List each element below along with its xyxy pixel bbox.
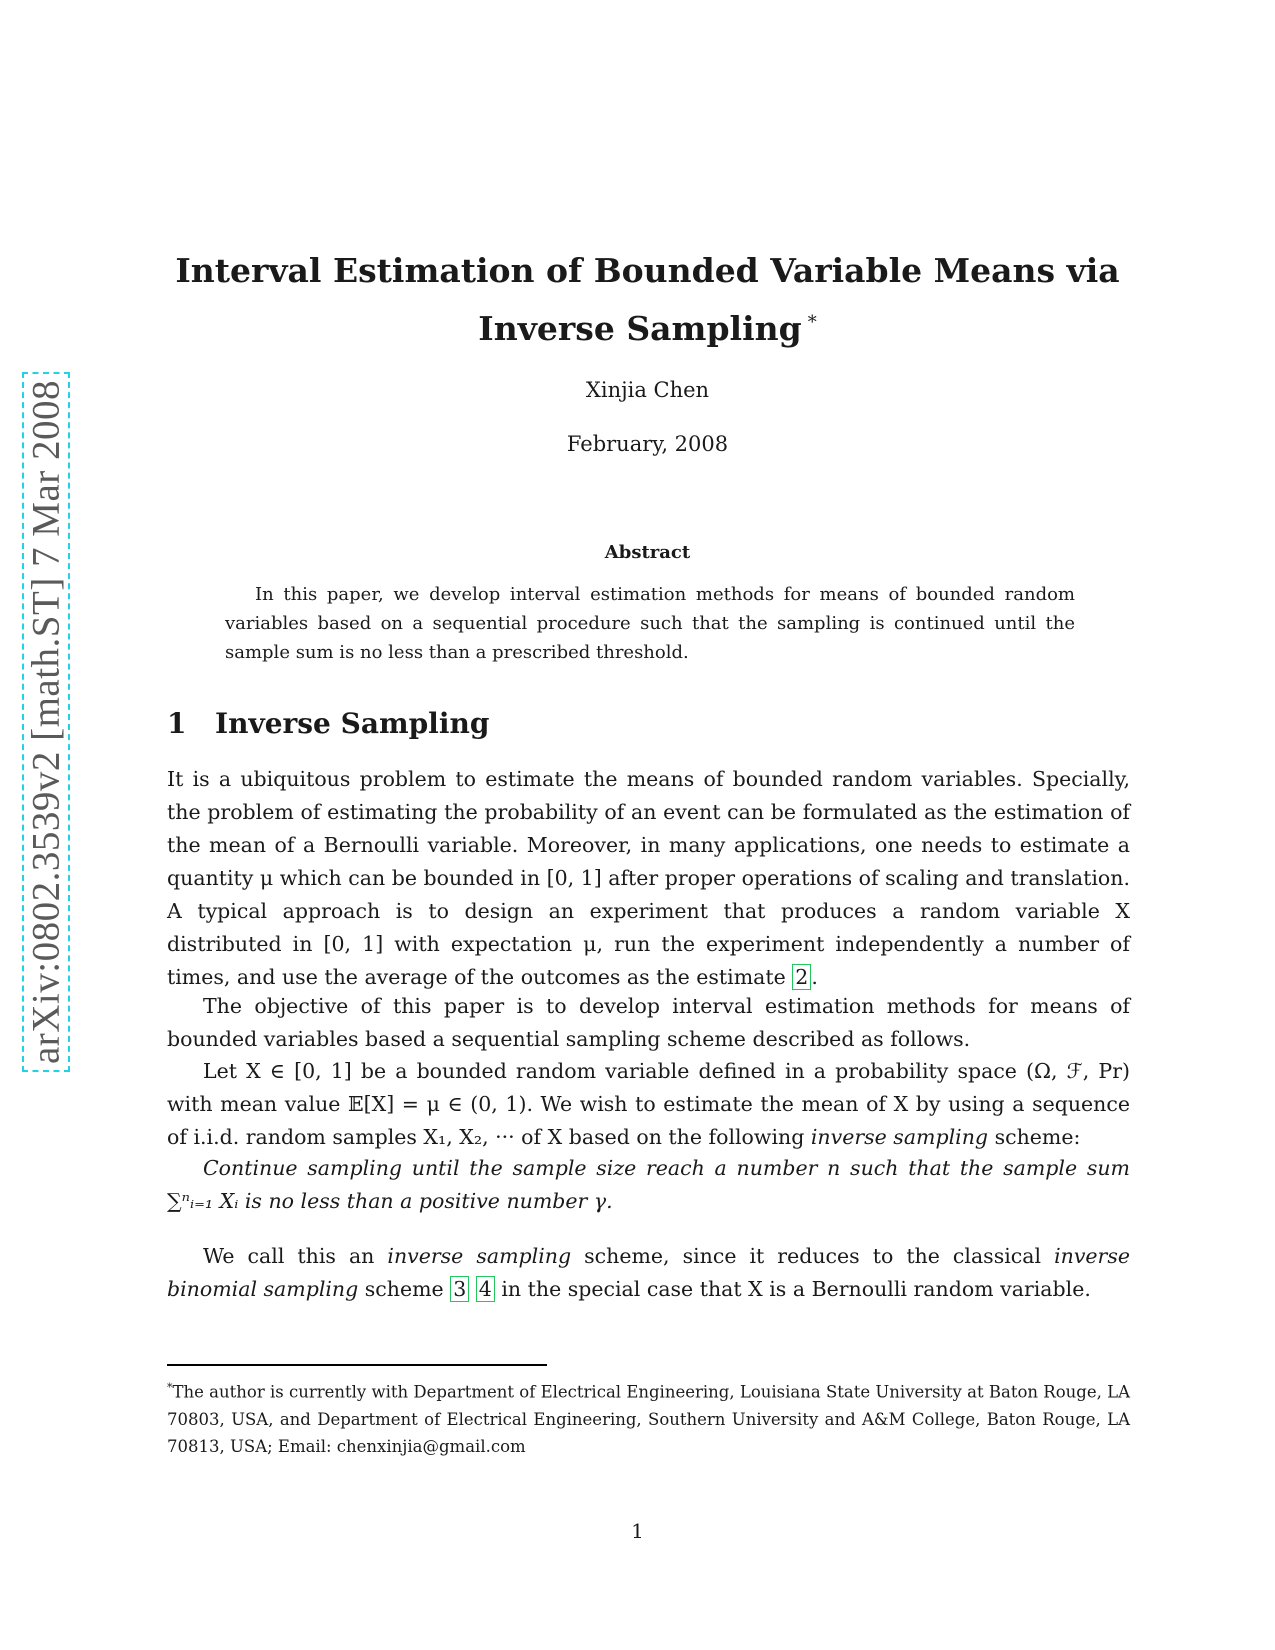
title-line-2-text: Inverse Sampling: [478, 309, 802, 348]
section-heading: [167, 707, 489, 740]
paragraph-4: [167, 1240, 1130, 1306]
title-footnote-mark: *: [807, 312, 817, 333]
paper-date: February, 2008: [566, 432, 729, 456]
paragraph-3-end: scheme:: [988, 1125, 1081, 1149]
abstract-heading: Abstract: [604, 542, 691, 563]
paragraph-1-text: It is a ubiquitous problem to estimate the means of bounded random variables. Specially, the problem of estimating the probability of an event can be formulated as the estimation of the mean of a Bernoulli variable. Moreover, in many applications, one needs to estimate a quantity μ which can be bounded in [0, 1] after proper operations of scaling and translation. A typical approach is to design an experiment that produces a random variable X distributed in [0, 1] with expectation μ, run the experiment independently a number of times, and use the average of the outcomes as the estimate: [167, 767, 1130, 989]
page-number: 1: [631, 1519, 644, 1543]
arxiv-stamp[interactable]: [22, 372, 70, 1072]
sampling-scheme-statement: Continue sampling until the sample size reach a number n such that the sample sum ∑ⁿᵢ₌₁ Xᵢ is no less than a positive number γ.: [167, 1156, 1130, 1213]
paragraph-2: The objective of this paper is to develop interval estimation methods for means of bounded variables based a sequential sampling scheme described as follows.: [167, 994, 1130, 1051]
paragraph-3: [167, 1055, 1130, 1154]
citation-4-link[interactable]: 4: [476, 1276, 495, 1302]
paragraph-4-text-2: scheme, since it reduces to the classical: [571, 1244, 1055, 1268]
footnote-text: The author is currently with Department of Electrical Engineering, Louisiana State University at Baton Rouge, LA 70803, USA, and Department of Electrical Engineering, Southern University and A&M College, Baton Rouge, LA 70813, USA; Email: chenxinjia@gmail.com: [167, 1382, 1130, 1456]
section-number: 1: [167, 707, 187, 740]
paragraph-4-text-1: We call this an: [203, 1244, 388, 1268]
arxiv-identifier[interactable]: arXiv:0802.3539v2 [math.ST] 7 Mar 2008: [24, 379, 68, 1065]
paragraph-4-italic-1: inverse sampling: [387, 1244, 572, 1268]
paper-title: [120, 245, 1175, 355]
paragraph-3-text: Let X ∈ [0, 1] be a bounded random variable defined in a probability space (Ω, ℱ, Pr) with mean value 𝔼[X] = μ ∈ (0, 1). We wish to estimate the mean of X by using a sequence of i.i.d. random samples X₁, X₂, ··· of X based on the following: [167, 1059, 1130, 1149]
citation-2-link[interactable]: 2: [792, 964, 811, 990]
author-name: Xinjia Chen: [585, 378, 710, 402]
citation-3-link[interactable]: 3: [450, 1276, 469, 1302]
paragraph-1: [167, 763, 1130, 994]
section-title: Inverse Sampling: [215, 707, 490, 740]
paragraph-4-italic-2: inverse binomial sampling: [167, 1244, 1130, 1301]
title-line-1: Interval Estimation of Bounded Variable Means via: [175, 251, 1120, 290]
paragraph-4-text-3: scheme: [358, 1277, 451, 1301]
paragraph-3-italic: inverse sampling: [810, 1125, 989, 1149]
abstract-text: In this paper, we develop interval estimation methods for means of bounded random variables based on a sequential procedure such that the sampling is continued until the sample sum is no less than a prescribed threshold.: [225, 584, 1075, 663]
footnote-mark: *: [167, 1381, 173, 1394]
footnote: [167, 1374, 1130, 1460]
paragraph-4-end: in the special case that X is a Bernoulli random variable.: [494, 1277, 1091, 1301]
footnote-rule: [167, 1364, 547, 1366]
title-line-2: [120, 297, 1175, 355]
paragraph-1-end: .: [811, 965, 818, 989]
